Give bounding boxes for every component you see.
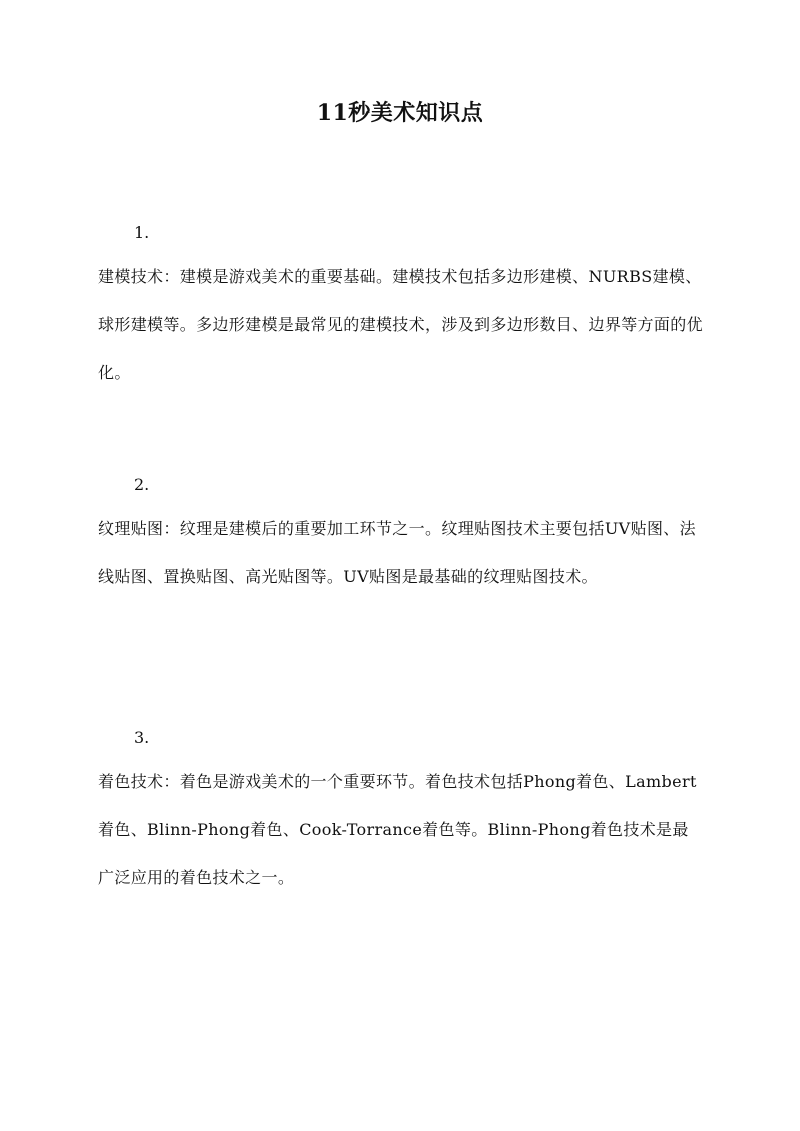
section-paragraph: 建模技术：建模是游戏美术的重要基础。建模技术包括多边形建模、NURBS建模、球形建模等。多边形建模是最常见的建模技术，涉及到多边形数目、边界等方面的优化。 bbox=[98, 267, 703, 382]
section-paragraph: 着色技术：着色是游戏美术的一个重要环节。着色技术包括Phong着色、Lambert着色、Blinn-Phong着色、Cook-Torrance着色等。Blinn-Phong着色技术是最广泛应用的着色技术之一。 bbox=[98, 772, 697, 887]
section-paragraph: 纹理贴图：纹理是建模后的重要加工环节之一。纹理贴图技术主要包括UV贴图、法线贴图、置换贴图、高光贴图等。UV贴图是最基础的纹理贴图技术。 bbox=[98, 519, 696, 586]
section-number: 3. bbox=[134, 728, 150, 747]
section-number: 2. bbox=[134, 475, 150, 494]
page-title: 11秒美术知识点 bbox=[316, 100, 484, 126]
section-number: 1. bbox=[134, 223, 150, 242]
